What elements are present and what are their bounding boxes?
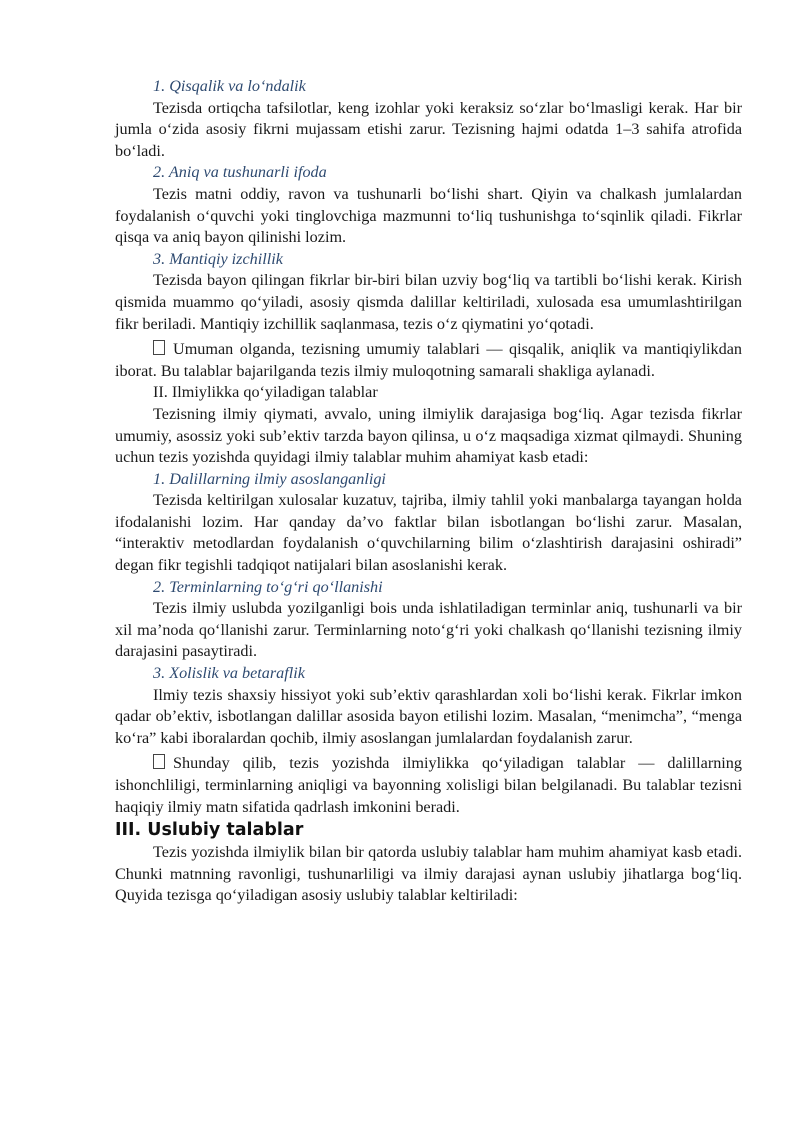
missing-glyph-icon <box>153 754 165 769</box>
summary-paragraph <box>115 753 742 818</box>
paragraph: Tezisda keltirilgan xulosalar kuzatuv, tajriba, ilmiy tahlil yoki manbalarga tayangan holda ifodalanishi lozim. Har qanday da’vo faktlar bilan isbotlangan bo‘lishi zarur. Masalan, “interaktiv metodlardan foydalanish o‘quvchilarning bilim o‘zlashtirish darajasini oshiradi” degan fikr tegishli tadqiqot natijalari bilan asoslanishi kerak. <box>115 491 742 575</box>
section-heading: III. Uslubiy talablar <box>115 820 304 841</box>
subsection-title: 1. Dalillarning ilmiy asoslanganligi <box>153 469 386 488</box>
summary-text: Shunday qilib, tezis yozishda ilmiylikka qo‘yiladigan talablar — dalillarning ishonchliligi, terminlarning aniqligi va bayonning xolisligi bilan belgilanadi. Bu talablar tezisni haqiqiy ilmiy matn sifatida qadrlash imkonini beradi. <box>115 754 742 816</box>
paragraph: Tezis yozishda ilmiylik bilan bir qatorda uslubiy talablar ham muhim ahamiyat kasb etadi. Chunki matnning ravonligi, tushunarliligi va ilmiy darajasi aynan uslubiy jihatlarga bog‘liq. Quyida tezisga qo‘yiladigan asosiy uslubiy talablar keltiriladi: <box>115 843 742 905</box>
paragraph: Tezisda ortiqcha tafsilotlar, keng izohlar yoki keraksiz so‘zlar bo‘lmasligi kerak. Har bir jumla o‘zida asosiy fikrni mujassam etishi zarur. Tezisning hajmi odatda 1–3 sahifa atrofida bo‘ladi. <box>115 98 742 160</box>
subsection-title: 2. Aniq va tushunarli ifoda <box>153 163 327 182</box>
paragraph: Ilmiy tezis shaxsiy hissiyot yoki sub’ektiv qarashlardan xoli bo‘lishi kerak. Fikrlar imkon qadar ob’ektiv, isbotlangan dalillar asosida bayon etilishi lozim. Masalan, “menimcha”, “menga ko‘ra” kabi iboralardan qochib, ilmiy asoslangan jumlalardan foydalanish zarur. <box>115 685 742 747</box>
paragraph: Tezisda bayon qilingan fikrlar bir-biri bilan uzviy bog‘liq va tartibli bo‘lishi kerak. Kirish qismida muammo qo‘yiladi, asosiy qismda dalillar keltiriladi, xulosada esa umumlashtirilgan fikr beriladi. Mantiqiy izchillik saqlanmasa, tezis o‘z qiymatini yo‘qotadi. <box>115 271 742 333</box>
paragraph: Tezisning ilmiy qiymati, avvalo, uning ilmiylik darajasiga bog‘liq. Agar tezisda fikrlar umumiy, asossiz yoki sub’ektiv tarzda bayon qilinsa, u o‘z maqsadiga xizmat qilmaydi. Shuning uchun tezis yozishda quyidagi ilmiy talablar muhim ahamiyat kasb etadi: <box>115 404 742 467</box>
subsection-title: 2. Terminlarning to‘g‘ri qo‘llanishi <box>153 577 383 596</box>
subsection-title: 1. Qisqalik va lo‘ndalik <box>153 77 306 95</box>
document-page <box>115 76 742 907</box>
subsection-title: 3. Xolislik va betaraflik <box>153 664 305 683</box>
summary-paragraph <box>115 339 742 382</box>
summary-text: Umuman olganda, tezisning umumiy talablari — qisqalik, aniqlik va mantiqiylikdan iborat. Bu talablar bajarilganda tezis ilmiy muloqotning samarali shakliga aylanadi. <box>115 340 742 380</box>
missing-glyph-icon <box>153 340 165 355</box>
subsection-title: 3. Mantiqiy izchillik <box>153 249 283 268</box>
paragraph: Tezis matni oddiy, ravon va tushunarli bo‘lishi shart. Qiyin va chalkash jumlalardan foydalanish o‘quvchi yoki tinglovchiga mazmunni to‘liq tushunishga to‘sqinlik qiladi. Fikrlar qisqa va aniq bayon qilinishi lozim. <box>115 184 742 247</box>
paragraph: Tezis ilmiy uslubda yozilganligi bois unda ishlatiladigan terminlar aniq, tushunarli va bir xil ma’noda qo‘llanishi zarur. Terminlarning noto‘g‘ri yoki chalkash qo‘llanishi tezisning ilmiy darajasini pasaytiradi. <box>115 599 742 661</box>
section-heading: II. Ilmiylikka qo‘yiladigan talablar <box>153 383 378 402</box>
